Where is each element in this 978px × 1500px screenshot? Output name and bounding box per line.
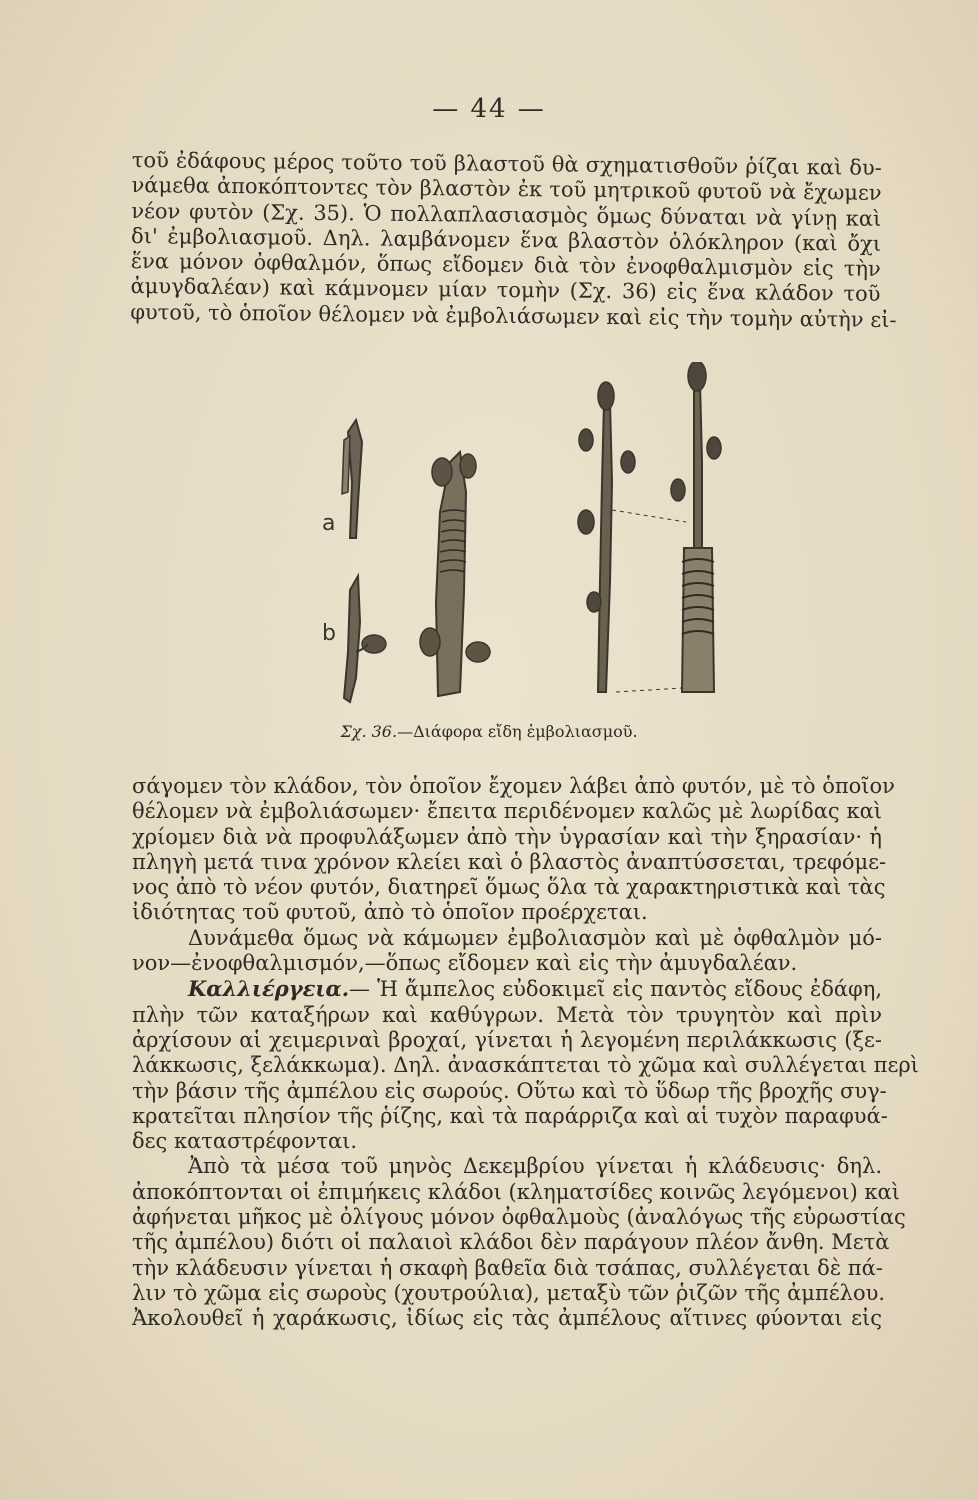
text-line: ἕνα μόνον ὀφθαλμόν, ὅπως εἴδομεν διὰ τὸν ἐνοφθαλμισμὸν εἰς τὴν: [130, 249, 881, 282]
figure-caption: [0, 722, 978, 741]
text-line: πληγὴ μετά τινα χρόνον κλείει καὶ ὁ βλαστὸς ἀναπτύσσεται, τρεφόμε-: [132, 849, 887, 874]
heading-line-text: — Ἡ ἄμπελος εὐδοκιμεῖ εἰς παντὸς εἴδους ἐδάφη,: [349, 977, 882, 1002]
text-line: φυτοῦ, τὸ ὁποῖον θέλομεν νὰ ἐμβολιάσωμεν καὶ εἰς τὴν τομὴν αὐτὴν εἰ-: [130, 299, 897, 332]
paragraph-1: [130, 148, 897, 333]
text-line: ἀμυγδαλέαν) καὶ κάμνομεν μίαν τομὴν (Σχ. 36) εἰς ἕνα κλάδον τοῦ: [130, 274, 881, 307]
text-line: ἰδιότητας τοῦ φυτοῦ, ἀπὸ τὸ ὁποῖον προέρχεται.: [132, 900, 648, 925]
text-line: ἀφήνεται μῆκος μὲ ὀλίγους μόνον ὀφθαλμοὺς (ἀναλόγως τῆς εὐρωστίας: [132, 1205, 906, 1230]
figure-reference: Σχ. 36.: [340, 722, 398, 741]
text-line: νάμεθα ἀποκόπτοντες τὸν βλαστὸν ἐκ τοῦ μητρικοῦ φυτοῦ νὰ ἔχωμεν: [131, 173, 882, 206]
text-line: κρατεῖται πλησίον τῆς ῥίζης, καὶ τὰ παράρριζα καὶ αἱ τυχὸν παραφυά-: [132, 1103, 888, 1128]
graft-branch-b: [344, 576, 386, 702]
text-line: τὴν βάσιν τῆς ἀμπέλου εἰς σωρούς. Οὕτω καὶ τὸ ὕδωρ τῆς βροχῆς συγ-: [132, 1078, 887, 1103]
paragraph-heading-line: [132, 976, 882, 1002]
section-heading: Καλλιέργεια.: [188, 976, 350, 1002]
main-text: [132, 774, 919, 1332]
text-line: νος ἀπὸ τὸ νέον φυτόν, διατηρεῖ ὅμως ὅλα τὰ χαρακτηριστικὰ καὶ τὰς: [132, 875, 886, 900]
grafting-illustration: [310, 362, 730, 708]
text-line: σάγομεν τὸν κλάδον, τὸν ὁποῖον ἔχομεν λάβει ἀπὸ φυτόν, μὲ τὸ ὁποῖον: [132, 774, 895, 798]
text-line: Ἀκολουθεῖ ἡ χαράκωσις, ἰδίως εἰς τὰς ἀμπέλους αἵτινες φύονται εἰς: [132, 1306, 882, 1331]
text-line: λιν τὸ χῶμα εἰς σωροὺς (χουτρούλια), μεταξὺ τῶν ῥιζῶν τῆς ἀμπέλου.: [132, 1280, 886, 1305]
text-line: νον—ἐνοφθαλμισμόν,—ὅπως εἴδομεν καὶ εἰς τὴν ἀμυγδαλέαν.: [132, 951, 798, 976]
figure-label-a: a: [322, 511, 336, 536]
text-line: θέλομεν νὰ ἐμβολιάσωμεν· ἔπειτα περιδένομεν καλῶς μὲ λωρίδας καὶ: [132, 799, 882, 824]
grafting-figure: [310, 362, 730, 708]
text-line: νέον φυτὸν (Σχ. 35). Ὁ πολλαπλασιασμὸς ὅμως δύναται νὰ γίνῃ καὶ: [131, 198, 882, 231]
graft-branch-bound: [420, 452, 490, 696]
text-line: λάκκωσις, ξελάκκωμα). Δηλ. ἀνασκάπτεται τὸ χῶμα καὶ συλλέγεται περὶ: [132, 1053, 919, 1078]
text-line: Δυνάμεθα ὅμως νὰ κάμωμεν ἐμβολιασμὸν καὶ μὲ ὀφθαλμὸν μό-: [188, 925, 882, 950]
text-line: χρίομεν διὰ νὰ προφυλάξωμεν ἀπὸ τὴν ὑγρασίαν καὶ τὴν ξηρασίαν· ἡ: [132, 824, 882, 849]
text-line: ἀποκόπτονται οἱ ἐπιμήκεις κλάδοι (κληματσίδες κοινῶς λεγόμενοι) καὶ: [132, 1179, 900, 1204]
rootstock-graft: [612, 362, 721, 692]
scion-twig: [578, 382, 635, 692]
figure-caption-text: —Διάφορα εἴδη ἐμβολιασμοῦ.: [397, 722, 638, 741]
text-line: ἀρχίσουν αἱ χειμεριναὶ βροχαί, γίνεται ἡ λεγομένη περιλάκκωσις (ξε-: [132, 1027, 882, 1052]
text-line: τὴν κλάδευσιν γίνεται ἡ σκαφὴ βαθεῖα διὰ τσάπας, συλλέγεται δὲ πά-: [132, 1255, 883, 1280]
page-number: — 44 —: [432, 94, 546, 124]
text-line: πλὴν τῶν καταξήρων καὶ καθύγρων. Μετὰ τὸν τρυγητὸν καὶ πρὶν: [132, 1002, 882, 1027]
figure-label-b: b: [322, 621, 336, 646]
text-line: δι' ἐμβολιασμοῦ. Δηλ. λαμβάνομεν ἕνα βλαστὸν ὁλόκληρον (καὶ ὄχι: [130, 223, 882, 256]
text-line: Ἀπὸ τὰ μέσα τοῦ μηνὸς Δεκεμβρίου γίνεται ἡ κλάδευσις· δηλ.: [188, 1154, 882, 1179]
graft-branch-a: [342, 420, 362, 538]
text-line: τοῦ ἐδάφους μέρος τοῦτο τοῦ βλαστοῦ θὰ σχηματισθοῦν ῥίζαι καὶ δυ-: [131, 148, 882, 180]
text-line: τῆς ἀμπέλου) διότι οἱ παλαιοὶ κλάδοι δὲν παράγουν πλέον ἄνθη. Μετὰ: [132, 1230, 890, 1255]
text-line: δες καταστρέφονται.: [132, 1129, 358, 1154]
